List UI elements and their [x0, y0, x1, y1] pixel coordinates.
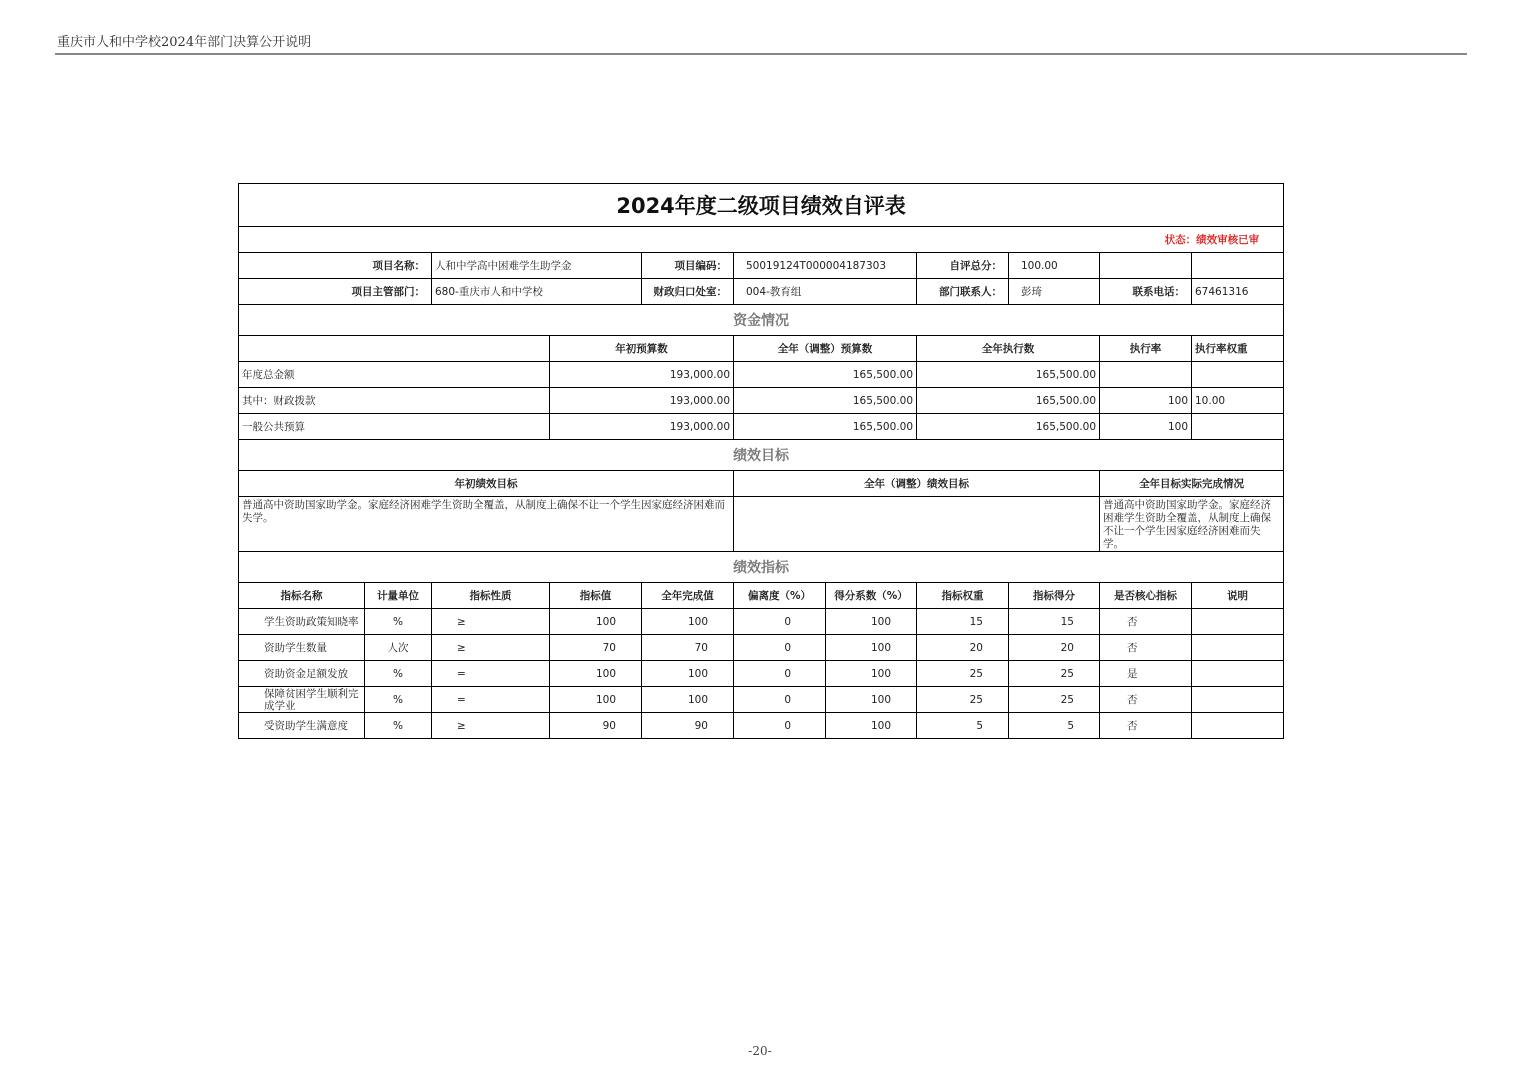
funds-row-initial: 193,000.00 [550, 362, 734, 388]
ind-header-core: 是否核心指标 [1100, 583, 1192, 609]
indicator-deviation: 0 [734, 661, 826, 687]
indicator-row [239, 713, 1284, 739]
indicator-nature: ≥ [432, 635, 550, 661]
indicator-row [239, 609, 1284, 635]
indicator-actual: 100 [642, 661, 734, 687]
funds-row-name: 年度总金额 [239, 362, 550, 388]
funds-row-initial: 193,000.00 [550, 414, 734, 440]
contact-value: 彭琦 [1009, 279, 1100, 305]
indicator-unit: % [365, 661, 432, 687]
ind-header-weight: 指标权重 [917, 583, 1009, 609]
funds-row-executed: 165,500.00 [917, 388, 1100, 414]
funds-header-initial: 年初预算数 [550, 336, 734, 362]
indicator-row [239, 661, 1284, 687]
funds-row [239, 362, 1284, 388]
indicator-weight: 20 [917, 635, 1009, 661]
goals-adjusted-text [734, 497, 1100, 552]
indicator-core: 否 [1100, 635, 1192, 661]
indicator-note [1192, 687, 1284, 713]
funds-row-name: 一般公共预算 [239, 414, 550, 440]
indicator-weight: 25 [917, 661, 1009, 687]
indicator-target: 100 [550, 661, 642, 687]
funds-row-adjusted: 165,500.00 [734, 388, 917, 414]
indicator-nature: = [432, 661, 550, 687]
funds-header-rate: 执行率 [1100, 336, 1192, 362]
indicator-score: 20 [1009, 635, 1100, 661]
funds-row-weight [1192, 362, 1284, 388]
ind-header-nature: 指标性质 [432, 583, 550, 609]
indicator-score: 15 [1009, 609, 1100, 635]
indicator-unit: % [365, 687, 432, 713]
header-divider [55, 53, 1467, 55]
indicator-actual: 100 [642, 609, 734, 635]
indicator-target: 70 [550, 635, 642, 661]
phone-label: 联系电话： [1100, 279, 1192, 305]
funds-row-adjusted: 165,500.00 [734, 414, 917, 440]
indicator-nature: ≥ [432, 609, 550, 635]
goals-header-adjusted: 全年（调整）绩效目标 [734, 471, 1100, 497]
indicator-score: 25 [1009, 687, 1100, 713]
performance-evaluation-table [238, 183, 1284, 739]
indicator-core: 是 [1100, 661, 1192, 687]
indicator-note [1192, 609, 1284, 635]
dept-label: 项目主管部门： [239, 279, 432, 305]
score-label: 自评总分： [917, 253, 1009, 279]
funds-row-adjusted: 165,500.00 [734, 362, 917, 388]
ind-header-actual: 全年完成值 [642, 583, 734, 609]
funds-header-adjusted: 全年（调整）预算数 [734, 336, 917, 362]
funds-header-executed: 全年执行数 [917, 336, 1100, 362]
ind-header-unit: 计量单位 [365, 583, 432, 609]
indicator-weight: 25 [917, 687, 1009, 713]
indicator-weight: 15 [917, 609, 1009, 635]
indicator-core: 否 [1100, 713, 1192, 739]
indicator-name: 资助学生数量 [239, 635, 365, 661]
indicator-row [239, 635, 1284, 661]
score-value: 100.00 [1009, 253, 1100, 279]
project-name-label: 项目名称： [239, 253, 432, 279]
indicator-name: 保障贫困学生顺利完成学业 [239, 687, 365, 713]
ind-header-name: 指标名称 [239, 583, 365, 609]
finance-value: 004-教育组 [734, 279, 917, 305]
goals-content-row [239, 497, 1284, 552]
empty-cell [1192, 253, 1284, 279]
indicator-score: 5 [1009, 713, 1100, 739]
indicator-coef: 100 [826, 609, 917, 635]
indicators-section-title: 绩效指标 [239, 552, 1284, 583]
goals-initial-text: 普通高中资助国家助学金。家庭经济困难学生资助全覆盖，从制度上确保不让一个学生因家庭经济困难而失学。 [239, 497, 734, 552]
form-title: 2024年度二级项目绩效自评表 [239, 184, 1284, 227]
page-header-title: 重庆市人和中学校2024年部门决算公开说明 [57, 35, 312, 50]
finance-label: 财政归口处室： [642, 279, 734, 305]
indicator-target: 100 [550, 609, 642, 635]
indicator-weight: 5 [917, 713, 1009, 739]
indicator-name: 资助资金足额发放 [239, 661, 365, 687]
funds-row-executed: 165,500.00 [917, 414, 1100, 440]
page-number: -20- [748, 1044, 772, 1058]
funds-row-rate: 100 [1100, 388, 1192, 414]
indicator-actual: 90 [642, 713, 734, 739]
indicator-actual: 70 [642, 635, 734, 661]
indicator-coef: 100 [826, 661, 917, 687]
indicator-unit: 人次 [365, 635, 432, 661]
indicator-row [239, 687, 1284, 713]
indicator-name: 受资助学生满意度 [239, 713, 365, 739]
goals-section-title: 绩效目标 [239, 440, 1284, 471]
indicators-header-row [239, 583, 1284, 609]
funds-row-weight: 10.00 [1192, 388, 1284, 414]
funds-row [239, 414, 1284, 440]
project-name-value: 人和中学高中困难学生助学金 [432, 253, 642, 279]
indicator-note [1192, 713, 1284, 739]
indicator-coef: 100 [826, 713, 917, 739]
ind-header-note: 说明 [1192, 583, 1284, 609]
empty-cell [1100, 253, 1192, 279]
indicator-nature: ≥ [432, 713, 550, 739]
ind-header-deviation: 偏离度（%） [734, 583, 826, 609]
indicator-actual: 100 [642, 687, 734, 713]
indicator-name: 学生资助政策知晓率 [239, 609, 365, 635]
info-row-2 [239, 279, 1284, 305]
funds-row-rate: 100 [1100, 414, 1192, 440]
indicator-target: 90 [550, 713, 642, 739]
dept-value: 680-重庆市人和中学校 [432, 279, 642, 305]
status-badge: 状态：绩效审核已审 [239, 227, 1284, 253]
indicator-core: 否 [1100, 687, 1192, 713]
info-row-1 [239, 253, 1284, 279]
indicator-coef: 100 [826, 687, 917, 713]
indicator-coef: 100 [826, 635, 917, 661]
ind-header-target: 指标值 [550, 583, 642, 609]
indicator-note [1192, 661, 1284, 687]
indicator-deviation: 0 [734, 609, 826, 635]
funds-row [239, 388, 1284, 414]
indicator-deviation: 0 [734, 635, 826, 661]
goals-header-initial: 年初绩效目标 [239, 471, 734, 497]
indicator-score: 25 [1009, 661, 1100, 687]
project-code-label: 项目编码： [642, 253, 734, 279]
indicator-deviation: 0 [734, 687, 826, 713]
indicator-note [1192, 635, 1284, 661]
indicator-unit: % [365, 713, 432, 739]
empty-cell [239, 336, 550, 362]
goals-header-row [239, 471, 1284, 497]
goals-actual-text: 普通高中资助国家助学金。家庭经济困难学生资助全覆盖，从制度上确保不让一个学生因家庭经济困难而失学。 [1100, 497, 1284, 552]
funds-row-name: 其中：财政拨款 [239, 388, 550, 414]
contact-label: 部门联系人： [917, 279, 1009, 305]
funds-section-title: 资金情况 [239, 305, 1284, 336]
funds-row-initial: 193,000.00 [550, 388, 734, 414]
funds-header-row [239, 336, 1284, 362]
indicator-core: 否 [1100, 609, 1192, 635]
indicator-unit: % [365, 609, 432, 635]
funds-row-weight [1192, 414, 1284, 440]
indicator-target: 100 [550, 687, 642, 713]
funds-row-executed: 165,500.00 [917, 362, 1100, 388]
funds-header-weight: 执行率权重 [1192, 336, 1284, 362]
project-code-value: 50019124T000004187303 [734, 253, 917, 279]
funds-row-rate [1100, 362, 1192, 388]
indicator-nature: = [432, 687, 550, 713]
goals-header-actual: 全年目标实际完成情况 [1100, 471, 1284, 497]
ind-header-coef: 得分系数（%） [826, 583, 917, 609]
phone-value: 67461316 [1192, 279, 1284, 305]
indicator-deviation: 0 [734, 713, 826, 739]
ind-header-score: 指标得分 [1009, 583, 1100, 609]
